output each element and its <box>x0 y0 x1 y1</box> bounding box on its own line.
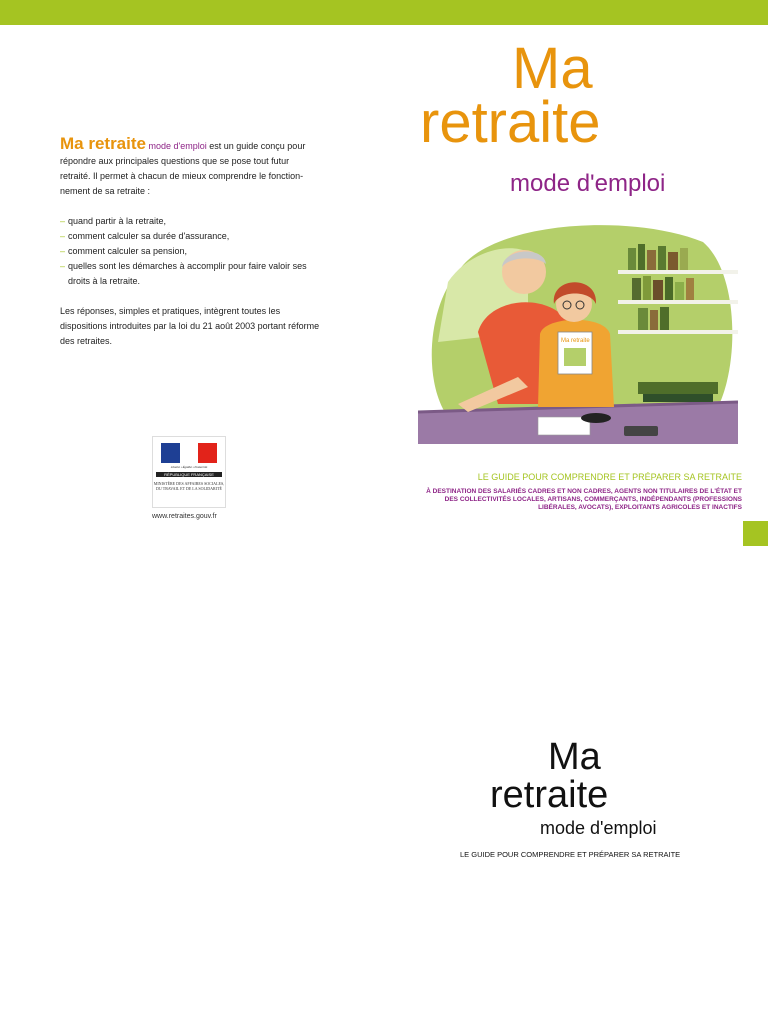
phone-icon <box>624 426 658 436</box>
book-on-table <box>643 394 713 402</box>
logo-motto: Liberté • Égalité • Fraternité <box>170 465 208 469</box>
flag-icon <box>161 443 217 463</box>
bullet-text: quand partir à la retraite, <box>68 216 167 226</box>
cover-title-line2: retraite <box>420 90 601 155</box>
cover-subtitle: mode d'emploi <box>510 170 666 197</box>
logo-republic: RÉPUBLIQUE FRANÇAISE <box>156 472 222 477</box>
top-green-bar <box>0 0 768 25</box>
intro-lead-rest: est un guide conçu pour répondre aux principales questions que se pose tout futur retraité. Il permet à chacun de mieux comprendre le fonction-nement de sa retraite : <box>60 141 306 196</box>
intro-mode: mode d'emploi <box>148 141 207 151</box>
book-on-table <box>638 382 718 394</box>
cover-audience: À DESTINATION DES SALARIÉS CADRES ET NON CADRES, AGENTS NON TITULAIRES DE L'ÉTAT ET DES COLLECTIVITÉS LOCALES, ARTISANS, COMMERÇANTS, INDÉPENDANTS (PROFESSIONS LIBÉRALES, AVOCATS), EXPLOITANTS AGRICOLES ET INACTIFS <box>426 488 742 511</box>
back-title <box>490 738 690 814</box>
glasses-case <box>581 413 611 423</box>
intro-brand: Ma retraite <box>60 134 146 153</box>
logo-ministry: MINISTÈRE DES AFFAIRES SOCIALES, DU TRAVAIL ET DE LA SOLIDARITÉ <box>153 481 225 491</box>
list-item <box>60 259 322 289</box>
intro-closing: Les réponses, simples et pratiques, intègrent toutes les dispositions introduites par la loi du 21 août 2003 portant réforme des retraites. <box>60 306 320 346</box>
cover-title-line1: Ma <box>512 36 593 101</box>
list-item <box>60 229 322 244</box>
back-title-line2: retraite <box>490 774 609 816</box>
dash-icon: – <box>60 246 66 256</box>
booklet <box>558 332 592 374</box>
back-subtitle: mode d'emploi <box>540 818 657 838</box>
ministry-logo <box>152 436 226 508</box>
dash-icon: – <box>60 261 66 271</box>
back-tagline: LE GUIDE POUR COMPRENDRE ET PRÉPARER SA RETRAITE <box>460 850 681 859</box>
cover-title <box>420 36 720 155</box>
bullet-list <box>60 214 322 289</box>
website-link[interactable]: www.retraites.gouv.fr <box>152 513 217 520</box>
cover-tagline: LE GUIDE POUR COMPRENDRE ET PRÉPARER SA RETRAITE <box>477 472 742 482</box>
booklet-title: Ma retraite <box>561 338 590 344</box>
dash-icon: – <box>60 231 66 241</box>
dash-icon: – <box>60 216 66 226</box>
bullet-text: comment calculer sa durée d'assurance, <box>68 231 230 241</box>
list-item <box>60 214 322 229</box>
intro-text <box>60 136 322 364</box>
bullet-text: comment calculer sa pension, <box>68 246 188 256</box>
intro-lead <box>60 136 322 199</box>
back-title-line1: Ma <box>548 736 601 778</box>
green-side-tab <box>743 521 768 546</box>
bullet-text: quelles sont les démarches à accomplir pour faire valoir ses droits à la retraite. <box>68 261 307 286</box>
cover-illustration <box>418 212 738 444</box>
list-item <box>60 244 322 259</box>
